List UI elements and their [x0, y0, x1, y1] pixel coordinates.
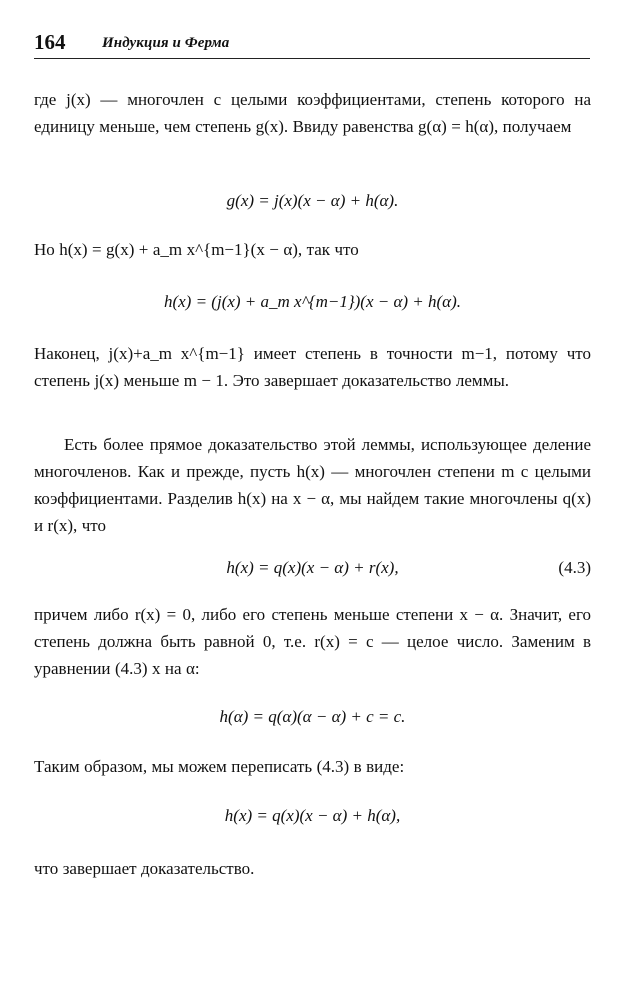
formula-h-x-expansion	[34, 290, 591, 314]
paragraph-1-text: где j(x) — многочлен с целыми коэффициентами, степень которого на единицу меньше, чем степень g(x). Ввиду равенства g(α) = h(α), получаем	[34, 90, 591, 136]
paragraph-6	[34, 753, 591, 780]
formula-h-x-expansion-text: h(x) = (j(x) + a_m x^{m−1})(x − α) + h(α).	[163, 292, 462, 311]
page-number: 164	[34, 30, 66, 54]
paragraph-7	[34, 855, 591, 882]
paragraph-4	[34, 431, 591, 539]
paragraph-5	[34, 601, 591, 682]
formula-division	[34, 556, 591, 580]
paragraph-3-text: Наконец, j(x)+a_m x^{m−1} имеет степень в точности m−1, потому что степень j(x) меньше m − 1. Это завершает доказательство леммы.	[34, 344, 591, 390]
paragraph-7-text: что завершает доказательство.	[34, 859, 255, 878]
formula-substitution	[34, 705, 591, 729]
paragraph-3	[34, 340, 591, 394]
formula-rewritten-text: h(x) = q(x)(x − α) + h(α),	[224, 806, 401, 825]
page-header	[34, 32, 590, 59]
paragraph-6-text: Таким образом, мы можем переписать (4.3) в виде:	[34, 757, 405, 776]
formula-division-text: h(x) = q(x)(x − α) + r(x),	[226, 558, 399, 577]
formula-g-x	[34, 189, 591, 213]
formula-substitution-text: h(α) = q(α)(α − α) + c = c.	[219, 707, 406, 726]
paragraph-1	[34, 86, 591, 140]
paragraph-4-text: Есть более прямое доказательство этой леммы, использующее деление многочленов. Как и прежде, пусть h(x) — многочлен степени m с целыми коэффициентами. Разделив h(x) на x − α, мы найдем такие многочлены q(x) и r(x), что	[34, 435, 591, 535]
paragraph-2	[34, 236, 591, 263]
formula-g-x-text: g(x) = j(x)(x − α) + h(α).	[226, 191, 399, 210]
running-title: Индукция и Ферма	[102, 35, 230, 51]
paragraph-5-text: причем либо r(x) = 0, либо его степень меньше степени x − α. Значит, его степень должна быть равной 0, т.е. r(x) = c — целое число. Заменим в уравнении (4.3) x на α:	[34, 605, 591, 678]
formula-rewritten	[34, 804, 591, 828]
paragraph-2-text: Но h(x) = g(x) + a_m x^{m−1}(x − α), так что	[34, 240, 359, 259]
equation-number-4-3: (4.3)	[558, 558, 591, 577]
